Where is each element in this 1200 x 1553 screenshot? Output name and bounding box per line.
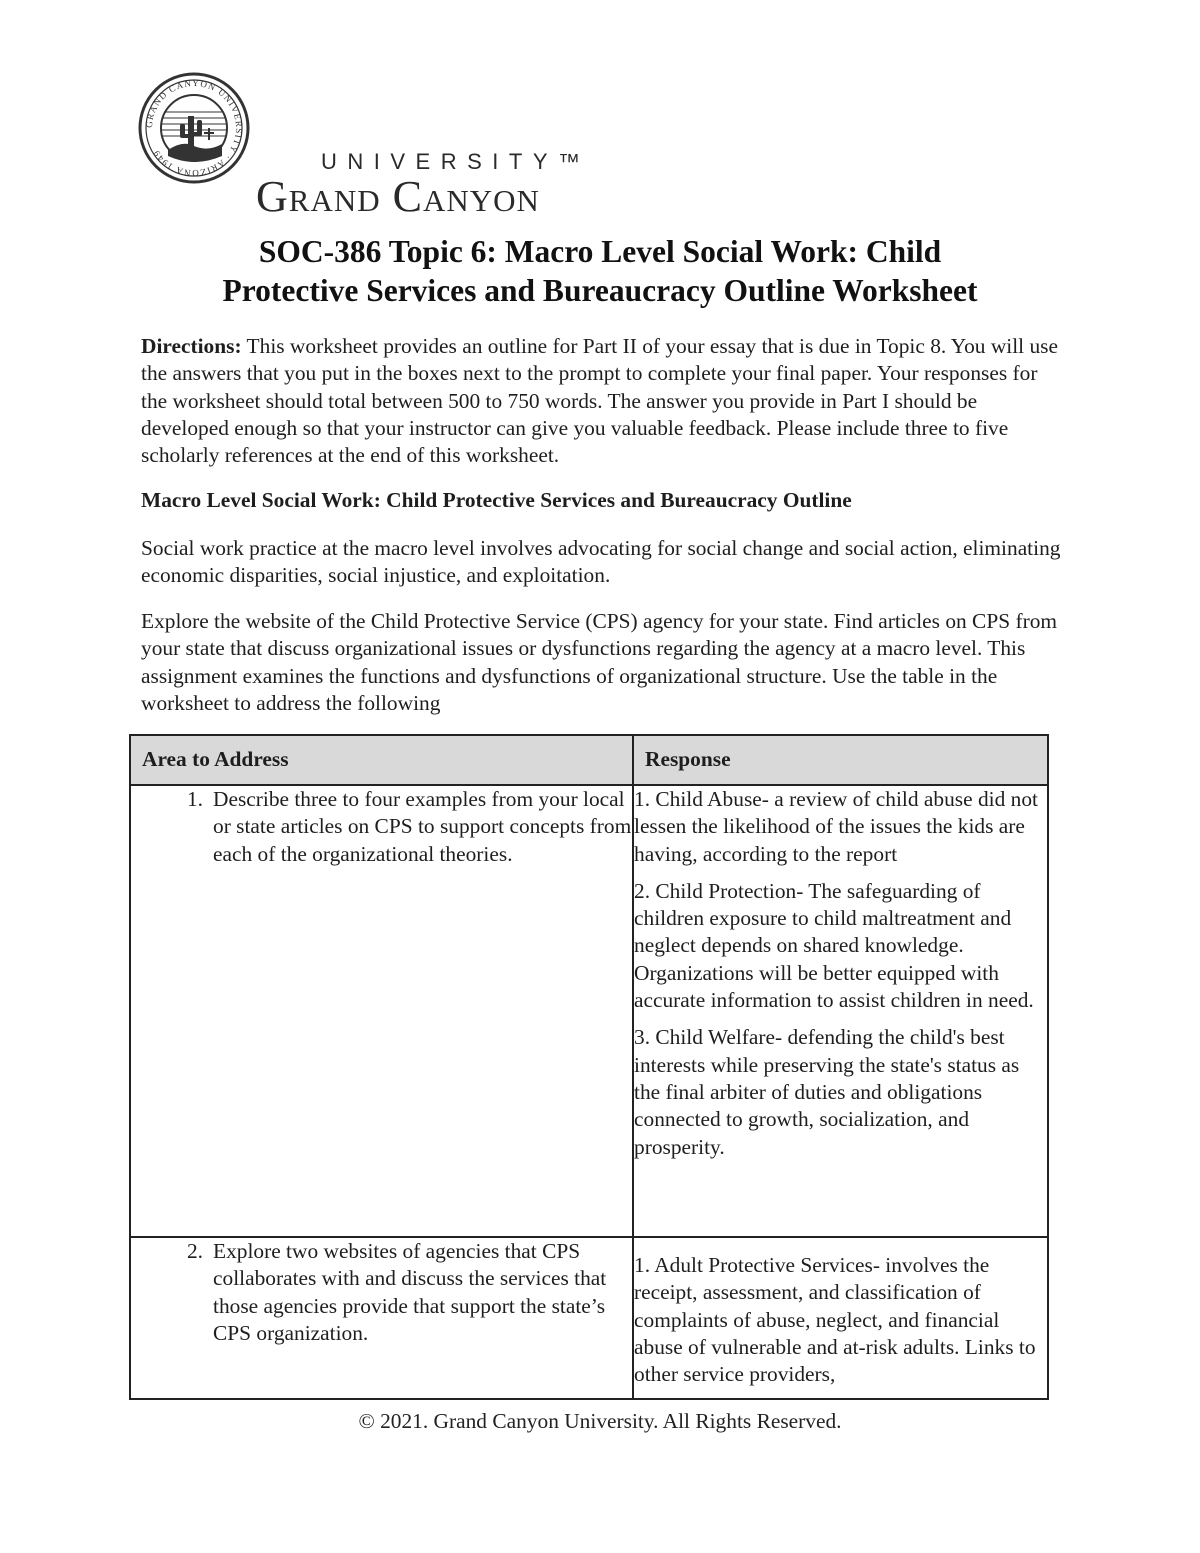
prompt-number: 2. xyxy=(186,1239,203,1263)
title-line-2: Protective Services and Bureaucracy Outline Worksheet xyxy=(222,273,978,308)
prompt-text: Describe three to four examples from your local or state articles on CPS to support concepts from each of the organizational theories. xyxy=(213,787,632,866)
logo-subtitle: UNIVERSITY™ xyxy=(321,149,591,174)
table-row xyxy=(130,1237,1048,1399)
copyright-footer: © 2021. Grand Canyon University. All Rights Reserved. xyxy=(358,1409,842,1433)
page-title xyxy=(100,232,1100,310)
directions-paragraph xyxy=(141,333,1061,469)
response-paragraph: 1. Child Abuse- a review of child abuse did not lessen the likelihood of the issues the kids are having, according to the report xyxy=(634,787,1038,866)
logo-wordmark: Grand Canyon xyxy=(256,172,540,221)
header-response: Response xyxy=(633,735,1048,785)
response-cell xyxy=(633,1237,1048,1399)
prompt-item xyxy=(131,1238,632,1347)
directions-label: Directions: xyxy=(141,334,242,358)
response-paragraph: 1. Adult Protective Services- involves the receipt, assessment, and classification of complaints of abuse, neglect, and financial abuse of vulnerable and at-risk adults. Links to other service providers, xyxy=(634,1253,1036,1387)
prompt-cell xyxy=(130,785,633,1237)
response-cell xyxy=(633,785,1048,1237)
header-area-to-address: Area to Address xyxy=(130,735,633,785)
response-paragraph: 3. Child Welfare- defending the child's best interests while preserving the state's status as the final arbiter of duties and obligations connected to growth, socialization, and prosperity. xyxy=(634,1025,1020,1159)
macro-level-paragraph: Social work practice at the macro level involves advocating for social change and social action, eliminating economic disparities, social injustice, and exploitation. xyxy=(141,536,1061,588)
prompt-item xyxy=(131,786,632,868)
prompt-cell xyxy=(130,1237,633,1399)
table-header-row xyxy=(130,735,1048,785)
outline-heading: Macro Level Social Work: Child Protective Services and Bureaucracy Outline xyxy=(141,488,852,512)
title-line-1: SOC-386 Topic 6: Macro Level Social Work: Child xyxy=(258,234,942,269)
table-row xyxy=(130,785,1048,1237)
prompt-number: 1. xyxy=(186,787,203,811)
explore-paragraph: Explore the website of the Child Protective Service (CPS) agency for your state. Find articles on CPS from your state that discuss organizational issues or dysfunctions regarding the agency at a macro level. This assignment examines the functions and dysfunctions of organizational structure. Use the table in the worksheet to address the following xyxy=(141,609,1058,715)
svg-text:GRAND CANYON UNIVERSITY · ARIZ: GRAND CANYON UNIVERSITY · ARIZONA 1949 xyxy=(143,77,245,179)
university-seal-icon xyxy=(138,72,250,184)
directions-text: This worksheet provides an outline for Part II of your essay that is due in Topic 8. You will use the answers that you put in the boxes next to the prompt to complete your final paper. Your responses for the worksheet should total between 500 to 750 words. The answer you provide in Part I should be developed enough so that your instructor can give you valuable feedback. Please include three to five scholarly references at the end of this worksheet. xyxy=(141,334,1058,468)
response-paragraph: 2. Child Protection- The safeguarding of children exposure to child maltreatment and neglect depends on shared knowledge. Organizations will be better equipped with accurate information to assist children in need. xyxy=(634,878,1034,1013)
prompt-text: Explore two websites of agencies that CPS collaborates with and discuss the services that those agencies provide that support the state’s CPS organization. xyxy=(213,1239,607,1345)
outline-table xyxy=(129,734,1049,1400)
